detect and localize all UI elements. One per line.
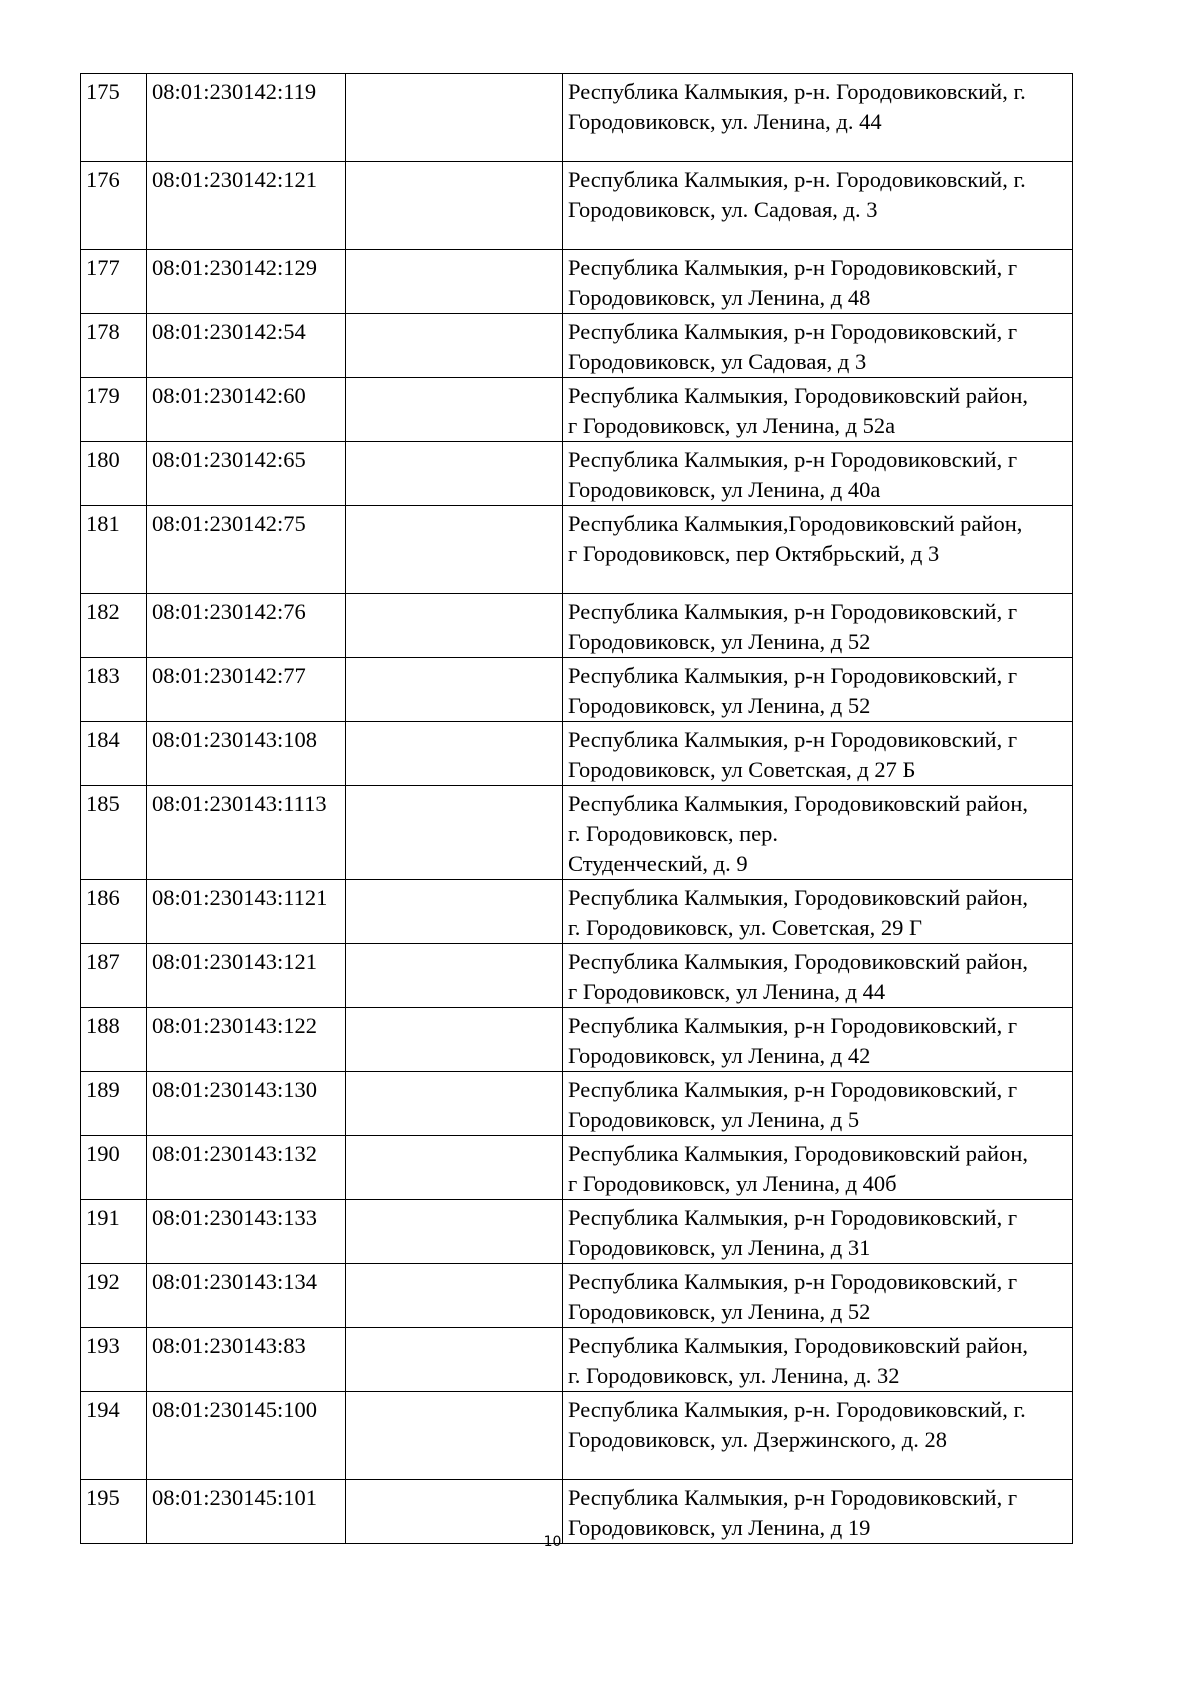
address-line: Республика Калмыкия, р-н. Городовиковский, г.	[568, 1397, 1026, 1422]
row-number-cell: 180	[81, 442, 147, 506]
table-row	[81, 880, 1073, 944]
address-cell	[563, 1264, 1073, 1328]
cadastral-number-cell: 08:01:230142:76	[147, 594, 346, 658]
empty-cell	[346, 944, 563, 1008]
cadastral-number-cell: 08:01:230142:121	[147, 162, 346, 250]
row-number-cell: 187	[81, 944, 147, 1008]
address-cell	[563, 314, 1073, 378]
address-line: Республика Калмыкия, р-н Городовиковский, г	[568, 1205, 1018, 1230]
table-row	[81, 314, 1073, 378]
address-cell	[563, 594, 1073, 658]
cadastral-number-cell: 08:01:230145:100	[147, 1392, 346, 1480]
table-row	[81, 442, 1073, 506]
empty-cell	[346, 378, 563, 442]
empty-cell	[346, 1392, 563, 1480]
address-line: Республика Калмыкия, Городовиковский район,	[568, 1333, 1028, 1358]
address-cell	[563, 944, 1073, 1008]
property-register-table	[80, 73, 1073, 1544]
address-cell	[563, 880, 1073, 944]
address-line: Республика Калмыкия,Городовиковский район,	[568, 511, 1023, 536]
address-cell	[563, 658, 1073, 722]
table-row	[81, 1008, 1073, 1072]
address-cell	[563, 162, 1073, 250]
address-cell	[563, 378, 1073, 442]
cadastral-number-cell: 08:01:230143:1121	[147, 880, 346, 944]
row-number-cell: 190	[81, 1136, 147, 1200]
table-row	[81, 1264, 1073, 1328]
empty-cell	[346, 786, 563, 880]
cadastral-number-cell: 08:01:230142:65	[147, 442, 346, 506]
address-cell	[563, 1072, 1073, 1136]
address-line: Городовиковск, ул Советская, д 27 Б	[568, 757, 916, 782]
address-cell	[563, 74, 1073, 162]
table-row	[81, 1072, 1073, 1136]
table-row	[81, 506, 1073, 594]
empty-cell	[346, 1200, 563, 1264]
row-number-cell: 179	[81, 378, 147, 442]
address-line: Городовиковск, ул Садовая, д 3	[568, 349, 867, 374]
empty-cell	[346, 1136, 563, 1200]
address-cell	[563, 506, 1073, 594]
address-line: Республика Калмыкия, р-н Городовиковский, г	[568, 663, 1018, 688]
cadastral-number-cell: 08:01:230142:129	[147, 250, 346, 314]
address-line: Городовиковск, ул Ленина, д 19	[568, 1515, 871, 1540]
address-line: Городовиковск, ул. Ленина, д. 44	[568, 109, 882, 134]
empty-cell	[346, 506, 563, 594]
address-line: Республика Калмыкия, Городовиковский район,	[568, 885, 1028, 910]
register-table-body	[81, 74, 1073, 1544]
empty-cell	[346, 1008, 563, 1072]
address-line: Городовиковск, ул Ленина, д 42	[568, 1043, 871, 1068]
cadastral-number-cell: 08:01:230143:134	[147, 1264, 346, 1328]
address-line: Городовиковск, ул Ленина, д 48	[568, 285, 871, 310]
address-line: Республика Калмыкия, р-н Городовиковский, г	[568, 255, 1018, 280]
cadastral-number-cell: 08:01:230143:1113	[147, 786, 346, 880]
empty-cell	[346, 594, 563, 658]
cadastral-number-cell: 08:01:230143:121	[147, 944, 346, 1008]
row-number-cell: 182	[81, 594, 147, 658]
address-line: Республика Калмыкия, р-н Городовиковский, г	[568, 319, 1018, 344]
cadastral-number-cell: 08:01:230142:54	[147, 314, 346, 378]
row-number-cell: 181	[81, 506, 147, 594]
table-row	[81, 1200, 1073, 1264]
address-cell	[563, 722, 1073, 786]
row-number-cell: 188	[81, 1008, 147, 1072]
empty-cell	[346, 1264, 563, 1328]
table-row	[81, 378, 1073, 442]
row-number-cell: 194	[81, 1392, 147, 1480]
cadastral-number-cell: 08:01:230145:101	[147, 1480, 346, 1544]
address-line: г Городовиковск, ул Ленина, д 40б	[568, 1171, 897, 1196]
empty-cell	[346, 162, 563, 250]
empty-cell	[346, 658, 563, 722]
address-line: Городовиковск, ул Ленина, д 52	[568, 1299, 871, 1324]
address-line: Республика Калмыкия, Городовиковский район,	[568, 791, 1028, 816]
cadastral-number-cell: 08:01:230142:75	[147, 506, 346, 594]
address-line: Республика Калмыкия, р-н Городовиковский, г	[568, 1077, 1018, 1102]
row-number-cell: 192	[81, 1264, 147, 1328]
cadastral-number-cell: 08:01:230142:77	[147, 658, 346, 722]
address-line: Республика Калмыкия, р-н Городовиковский, г	[568, 727, 1018, 752]
empty-cell	[346, 880, 563, 944]
table-row	[81, 162, 1073, 250]
cadastral-number-cell: 08:01:230143:83	[147, 1328, 346, 1392]
address-line: Республика Калмыкия, р-н. Городовиковский, г.	[568, 79, 1026, 104]
table-row	[81, 1328, 1073, 1392]
empty-cell	[346, 1072, 563, 1136]
address-cell	[563, 442, 1073, 506]
address-line: Республика Калмыкия, р-н. Городовиковский, г.	[568, 167, 1026, 192]
row-number-cell: 193	[81, 1328, 147, 1392]
cadastral-number-cell: 08:01:230142:60	[147, 378, 346, 442]
address-line: Студенческий, д. 9	[568, 851, 748, 876]
row-number-cell: 195	[81, 1480, 147, 1544]
address-line: Городовиковск, ул. Садовая, д. 3	[568, 197, 878, 222]
row-number-cell: 183	[81, 658, 147, 722]
address-line: Республика Калмыкия, р-н Городовиковский, г	[568, 1485, 1018, 1510]
address-line: Республика Калмыкия, р-н Городовиковский, г	[568, 599, 1018, 624]
empty-cell	[346, 74, 563, 162]
table-row	[81, 74, 1073, 162]
empty-cell	[346, 442, 563, 506]
table-row	[81, 1136, 1073, 1200]
address-line: Городовиковск, ул Ленина, д 52	[568, 693, 871, 718]
table-row	[81, 1392, 1073, 1480]
row-number-cell: 177	[81, 250, 147, 314]
empty-cell	[346, 722, 563, 786]
table-row	[81, 594, 1073, 658]
address-cell	[563, 1136, 1073, 1200]
table-row	[81, 944, 1073, 1008]
address-line: Республика Калмыкия, р-н Городовиковский, г	[568, 447, 1018, 472]
address-cell	[563, 1328, 1073, 1392]
row-number-cell: 186	[81, 880, 147, 944]
empty-cell	[346, 1328, 563, 1392]
cadastral-number-cell: 08:01:230143:122	[147, 1008, 346, 1072]
row-number-cell: 175	[81, 74, 147, 162]
address-line: Городовиковск, ул Ленина, д 52	[568, 629, 871, 654]
cadastral-number-cell: 08:01:230143:132	[147, 1136, 346, 1200]
cadastral-number-cell: 08:01:230142:119	[147, 74, 346, 162]
address-line: Республика Калмыкия, р-н Городовиковский, г	[568, 1013, 1018, 1038]
address-line: Городовиковск, ул Ленина, д 5	[568, 1107, 860, 1132]
address-line: г. Городовиковск, ул. Советская, 29 Г	[568, 915, 923, 940]
address-cell	[563, 1200, 1073, 1264]
address-line: г Городовиковск, пер Октябрьский, д 3	[568, 541, 940, 566]
empty-cell	[346, 250, 563, 314]
cadastral-number-cell: 08:01:230143:133	[147, 1200, 346, 1264]
address-line: Республика Калмыкия, Городовиковский район,	[568, 383, 1028, 408]
address-line: г. Городовиковск, ул. Ленина, д. 32	[568, 1363, 900, 1388]
address-line: Городовиковск, ул Ленина, д 40а	[568, 477, 881, 502]
address-cell	[563, 1392, 1073, 1480]
cadastral-number-cell: 08:01:230143:130	[147, 1072, 346, 1136]
address-line: Городовиковск, ул. Дзержинского, д. 28	[568, 1427, 947, 1452]
table-row	[81, 786, 1073, 880]
address-line: Республика Калмыкия, р-н Городовиковский, г	[568, 1269, 1018, 1294]
row-number-cell: 178	[81, 314, 147, 378]
cadastral-number-cell: 08:01:230143:108	[147, 722, 346, 786]
register-table-container	[80, 73, 1073, 1544]
row-number-cell: 176	[81, 162, 147, 250]
table-row	[81, 658, 1073, 722]
address-line: г. Городовиковск, пер.	[568, 821, 779, 846]
address-line: Городовиковск, ул Ленина, д 31	[568, 1235, 871, 1260]
row-number-cell: 189	[81, 1072, 147, 1136]
address-line: г Городовиковск, ул Ленина, д 44	[568, 979, 886, 1004]
table-row	[81, 722, 1073, 786]
table-row	[81, 250, 1073, 314]
address-line: Республика Калмыкия, Городовиковский район,	[568, 1141, 1028, 1166]
address-cell	[563, 786, 1073, 880]
row-number-cell: 185	[81, 786, 147, 880]
address-line: г Городовиковск, ул Ленина, д 52а	[568, 413, 896, 438]
page-number: 10	[543, 1534, 562, 1550]
address-line: Республика Калмыкия, Городовиковский район,	[568, 949, 1028, 974]
address-cell	[563, 1008, 1073, 1072]
address-cell	[563, 250, 1073, 314]
empty-cell	[346, 314, 563, 378]
row-number-cell: 184	[81, 722, 147, 786]
row-number-cell: 191	[81, 1200, 147, 1264]
